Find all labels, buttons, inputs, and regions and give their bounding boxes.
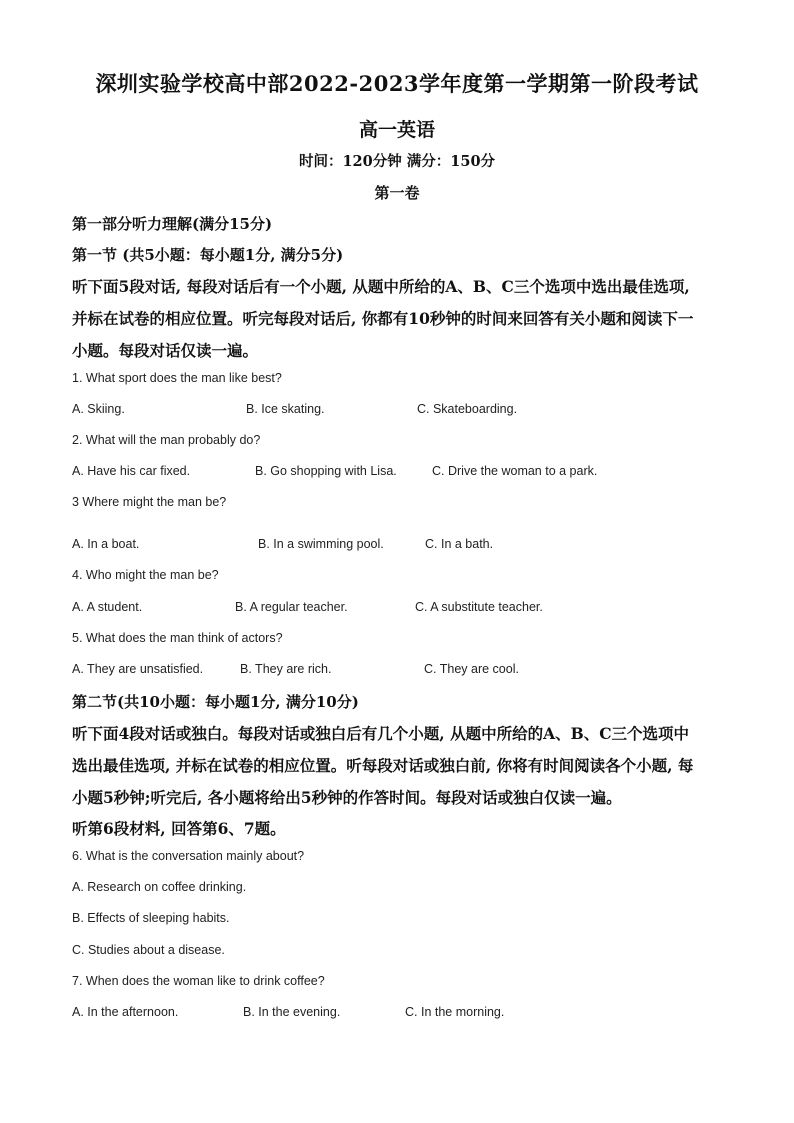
volume-label: 第一卷 bbox=[374, 184, 420, 202]
option-c: C. In the morning. bbox=[405, 1005, 505, 1019]
option-c: C. Drive the woman to a park. bbox=[432, 464, 598, 478]
question-4: 4. Who might the man be? bbox=[72, 568, 219, 582]
option-b: B. Ice skating. bbox=[246, 402, 325, 416]
question-1: 1. What sport does the man like best? bbox=[72, 371, 282, 385]
option-c: C. Studies about a disease. bbox=[72, 943, 225, 957]
question-5: 5. What does the man think of actors? bbox=[72, 631, 283, 645]
option-b: B. Effects of sleeping habits. bbox=[72, 911, 230, 925]
option-a: A. In the afternoon. bbox=[72, 1005, 179, 1019]
part1-heading: 第一部分听力理解(满分15分) bbox=[72, 215, 273, 233]
option-c: C. In a bath. bbox=[425, 537, 494, 551]
option-a: A. In a boat. bbox=[72, 537, 140, 551]
option-c: C. They are cool. bbox=[424, 662, 519, 676]
question-7: 7. When does the woman like to drink coffee? bbox=[72, 974, 325, 988]
section1-instruction-line: 并标在试卷的相应位置。听完每段对话后, 你都有10秒钟的时间来回答有关小题和阅读下一 bbox=[72, 309, 694, 328]
option-c: C. Skateboarding. bbox=[417, 402, 518, 416]
question-2: 2. What will the man probably do? bbox=[72, 433, 261, 447]
option-c: C. A substitute teacher. bbox=[415, 600, 543, 614]
exam-title: 深圳实验学校高中部2022-2023学年度第一学期第一阶段考试 bbox=[95, 71, 699, 96]
exam-meta: 时间：120分钟 满分：150分 bbox=[298, 153, 496, 170]
option-b: B. In the evening. bbox=[243, 1005, 341, 1019]
question-6: 6. What is the conversation mainly about? bbox=[72, 849, 305, 863]
section2-instruction-line: 小题5秒钟;听完后, 各小题将给出5秒钟的作答时间。每段对话或独白仅读一遍。 bbox=[72, 788, 622, 807]
material-6-label: 听第6段材料, 回答第6、7题。 bbox=[72, 819, 286, 838]
question-3: 3 Where might the man be? bbox=[72, 495, 227, 509]
option-b: B. In a swimming pool. bbox=[258, 537, 384, 551]
section1-instruction-line: 听下面5段对话, 每段对话后有一个小题, 从题中所给的A、B、C三个选项中选出最佳选项, bbox=[72, 277, 690, 296]
section1-instruction-line: 小题。每段对话仅读一遍。 bbox=[72, 341, 259, 360]
subject-title: 高一英语 bbox=[358, 119, 435, 141]
section2-heading: 第二节(共10小题：每小题1分, 满分10分) bbox=[72, 693, 359, 711]
section1-heading: 第一节 (共5小题：每小题1分, 满分5分) bbox=[72, 246, 344, 264]
option-a: A. Research on coffee drinking. bbox=[72, 880, 247, 894]
option-b: B. They are rich. bbox=[240, 662, 332, 676]
section2-instruction-line: 选出最佳选项, 并标在试卷的相应位置。听每段对话或独白前, 你将有时间阅读各个小题, 每 bbox=[72, 756, 694, 775]
section2-instruction-line: 听下面4段对话或独白。每段对话或独白后有几个小题, 从题中所给的A、B、C三个选项中 bbox=[72, 724, 690, 743]
option-a: A. A student. bbox=[72, 600, 143, 614]
option-a: A. Have his car fixed. bbox=[72, 464, 191, 478]
option-b: B. A regular teacher. bbox=[235, 600, 348, 614]
option-a: A. They are unsatisfied. bbox=[72, 662, 204, 676]
option-a: A. Skiing. bbox=[72, 402, 125, 416]
option-b: B. Go shopping with Lisa. bbox=[255, 464, 397, 478]
